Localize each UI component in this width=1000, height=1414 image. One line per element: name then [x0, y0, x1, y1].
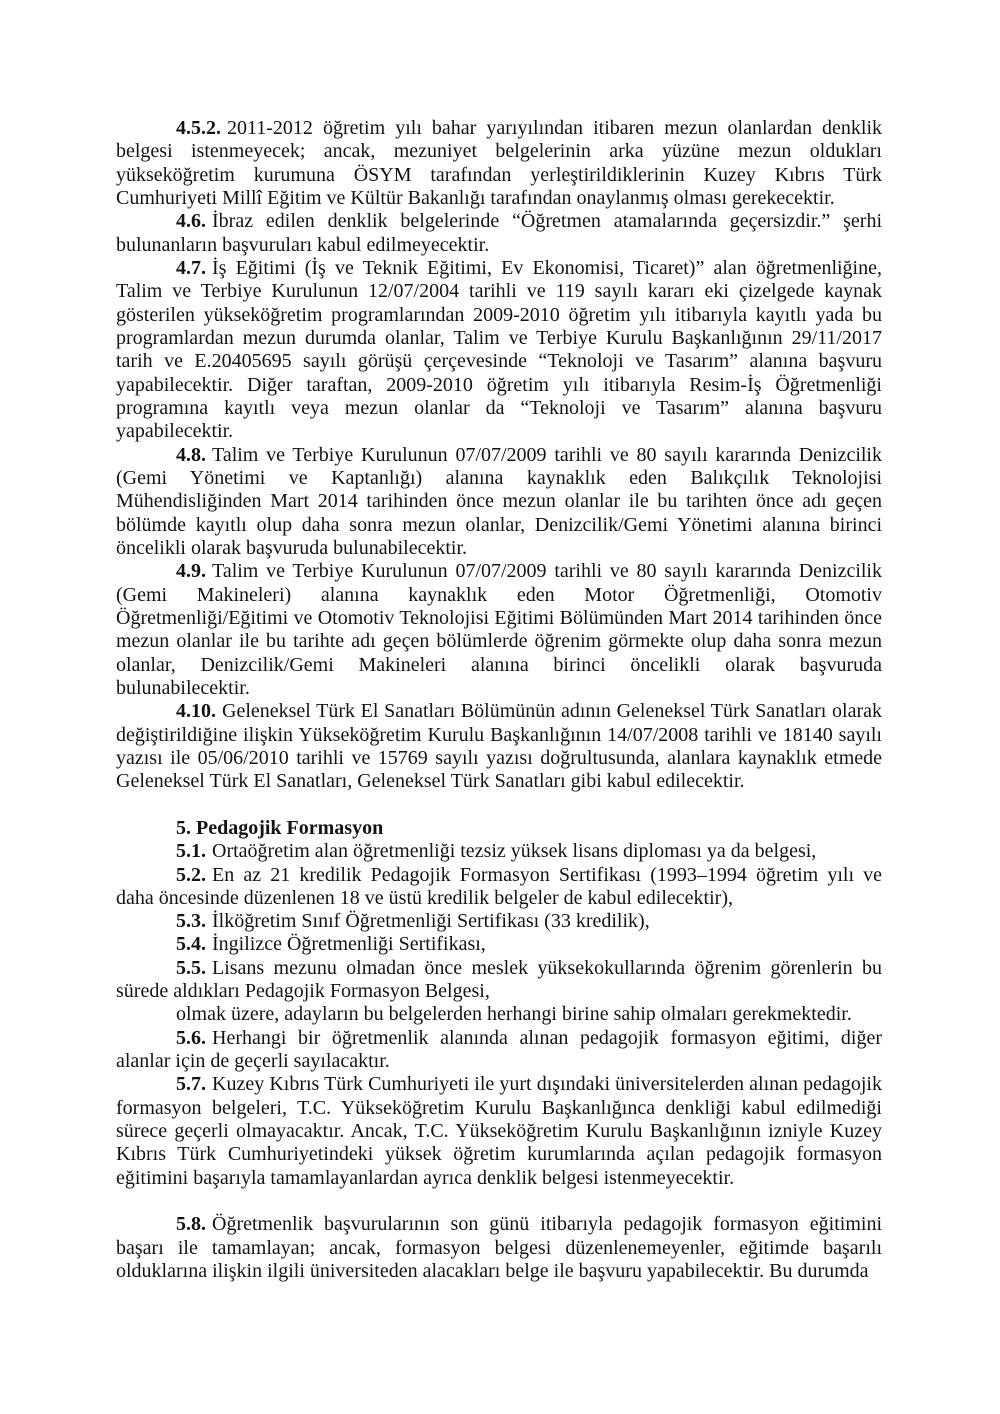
paragraph-text-4-9: Talim ve Terbiye Kurulunun 07/07/2009 tarihli ve 80 sayılı kararında Denizcilik (Gemi Makineleri) alanına kaynaklık eden Motor Öğretmenliği, Otomotiv Öğretmenliği/Eğitimi ve Otomotiv Teknolojisi Eğitimi Bölümünden Mart 2014 tarihinden önce mezun olanlar ile bu tarihte adı geçen bölümlerde öğrenim görmekte olup daha sonra mezun olanlar, Denizcilik/Gemi Makineleri alanına birinci öncelikli olarak başvuruda bulunabilecektir.: [116, 560, 882, 699]
document-body: [116, 117, 882, 1283]
section-number-5-4: 5.4.: [176, 933, 206, 956]
paragraph-text-4-8: Talim ve Terbiye Kurulunun 07/07/2009 tarihli ve 80 sayılı kararında Denizcilik (Gemi Yönetimi ve Kaptanlığı) alanına kaynaklık eden Balıkçılık Teknolojisi Mühendisliğinden Mart 2014 tarihinden önce mezun olanlar ile bu tarihten önce adı geçen bölümde kayıtlı olup daha sonra mezun olanlar, Denizcilik/Gemi Yönetimi alanına birinci öncelikli olarak başvuruda bulunabilecektir.: [116, 443, 882, 559]
paragraph-text-5-4: İngilizce Öğretmenliği Sertifikası,: [212, 933, 486, 956]
section-number-4-6: 4.6.: [176, 210, 206, 233]
section-number-5-3: 5.3.: [176, 910, 206, 933]
paragraph-5-7: [116, 1073, 882, 1190]
paragraph-5-5: [116, 957, 882, 1004]
paragraph-5-2: [116, 864, 882, 911]
paragraph-4-9: [116, 560, 882, 700]
paragraph-5-1: [116, 840, 882, 863]
paragraph-5-closing-clause: [116, 1003, 882, 1026]
paragraph-5-8: [116, 1213, 882, 1283]
paragraph-text-5-6: Herhangi bir öğretmenlik alanında alınan pedagojik formasyon eğitimi, diğer alanlar için de geçerli sayılacaktır.: [116, 1026, 882, 1073]
paragraph-text-5-3: İlköğretim Sınıf Öğretmenliği Sertifikası (33 kredilik),: [212, 910, 650, 933]
paragraph-text-5-2: En az 21 kredilik Pedagojik Formasyon Sertifikası (1993–1994 öğretim yılı ve daha öncesinde düzenlenen 18 ve üstü kredilik belgeler de kabul edilecektir),: [116, 863, 882, 909]
paragraph-4-10: [116, 700, 882, 793]
section-number-4-9: 4.9.: [176, 560, 206, 583]
paragraph-text-5-7: Kuzey Kıbrıs Türk Cumhuriyeti ile yurt dışındaki üniversitelerden alınan pedagojik formasyon belgeleri, T.C. Yükseköğretim Kurulu Başkanlığınca denkliği kabul edilmediği sürece geçerli olmayacaktır. Ancak, T.C. Yükseköğretim Kurulu Başkanlığının izniyle Kuzey Kıbrıs Türk Cumhuriyetindeki yüksek öğretim kurumlarında açılan pedagojik formasyon eğitimini başarıyla tamamlayanlardan ayrıca denklik belgesi istenmeyecektir.: [116, 1073, 882, 1189]
paragraph-4-5-2: [116, 117, 882, 210]
section-number-4-10: 4.10.: [176, 700, 216, 723]
section-number-5-7: 5.7.: [176, 1073, 206, 1096]
paragraph-text-4-7: İş Eğitimi (İş ve Teknik Eğitimi, Ev Ekonomisi, Ticaret)” alan öğretmenliğine, Talim ve Terbiye Kurulunun 12/07/2004 tarihli ve 119 sayılı kararı eki çizelgede kaynak gösterilen yükseköğretim programlarından 2009-2010 öğretim yılı itibarıyla kayıtlı yada bu programlardan mezun durumda olanlar, Talim ve Terbiye Kurulu Başkanlığının 29/11/2017 tarih ve E.20405695 sayılı görüşü çerçevesinde “Teknoloji ve Tasarım” alanına başvuru yapabilecektir. Diğer taraftan, 2009-2010 öğretim yılı itibarıyla Resim-İş Öğretmenliği programına kayıtlı veya mezun olanlar da “Teknoloji ve Tasarım” alanına başvuru yapabilecektir.: [116, 256, 882, 443]
section-number-5-6: 5.6.: [176, 1026, 206, 1049]
section-number-4-8: 4.8.: [176, 443, 206, 466]
section-number-5-1: 5.1.: [176, 840, 206, 863]
paragraph-4-6: [116, 210, 882, 257]
paragraph-5-6: [116, 1027, 882, 1074]
paragraph-text-4-10: Geleneksel Türk El Sanatları Bölümünün adının Geleneksel Türk Sanatları olarak değiştirildiğine ilişkin Yükseköğretim Kurulu Başkanlığının 14/07/2008 tarihli ve 18140 sayılı yazısı ile 05/06/2010 tarihli ve 15769 sayılı yazısı doğrultusunda, alanlara kaynaklık etmede Geleneksel Türk El Sanatları, Geleneksel Türk Sanatları gibi kabul edilecektir.: [116, 700, 882, 793]
section-number-4-5-2: 4.5.2.: [176, 117, 221, 139]
paragraph-text-5-closing-clause: olmak üzere, adayların bu belgelerden herhangi birine sahip olmaları gerekmektedir.: [176, 1003, 852, 1026]
section-number-5-2: 5.2.: [176, 863, 206, 886]
paragraph-5-3: [116, 910, 882, 933]
paragraph-text-4-6: İbraz edilen denklik belgelerinde “Öğretmen atamalarında geçersizdir.” şerhi bulunanların başvuruları kabul edilmeyecektir.: [116, 210, 882, 256]
paragraph-text-5-8: Öğretmenlik başvurularının son günü itibarıyla pedagojik formasyon eğitimini başarı ile tamamlayan; ancak, formasyon belgesi düzenlenemeyenler, eğitimde başarılı olduklarına ilişkin ilgili üniversiteden alacakları belge ile başvuru yapabilecektir. Bu durumda: [116, 1213, 882, 1283]
paragraph-text-5-5: Lisans mezunu olmadan önce meslek yüksekokullarında öğrenim görenlerin bu sürede aldıkları Pedagojik Formasyon Belgesi,: [116, 956, 882, 1003]
paragraph-4-8: [116, 444, 882, 561]
paragraph-text-4-5-2: 2011-2012 öğretim yılı bahar yarıyılından itibaren mezun olanlardan denklik belgesi istenmeyecek; ancak, mezuniyet belgelerinin arka yüzüne mezun oldukları yükseköğretim kurumuna ÖSYM tarafından yerleştirildiklerinin Kuzey Kıbrıs Türk Cumhuriyeti Millî Eğitim ve Kültür Bakanlığı tarafından onaylanmış olması gerekecektir.: [116, 117, 882, 209]
paragraph-5-4: [116, 933, 882, 956]
paragraph-4-7: [116, 257, 882, 444]
paragraph-text-5-1: Ortaöğretim alan öğretmenliği tezsiz yüksek lisans diploması ya da belgesi,: [212, 840, 817, 863]
section-number-5-8: 5.8.: [176, 1213, 206, 1236]
section-number-5-5: 5.5.: [176, 956, 206, 979]
section-heading-5-pedagojik-formasyon: 5. Pedagojik Formasyon: [176, 816, 384, 839]
section-number-4-7: 4.7.: [176, 256, 206, 279]
